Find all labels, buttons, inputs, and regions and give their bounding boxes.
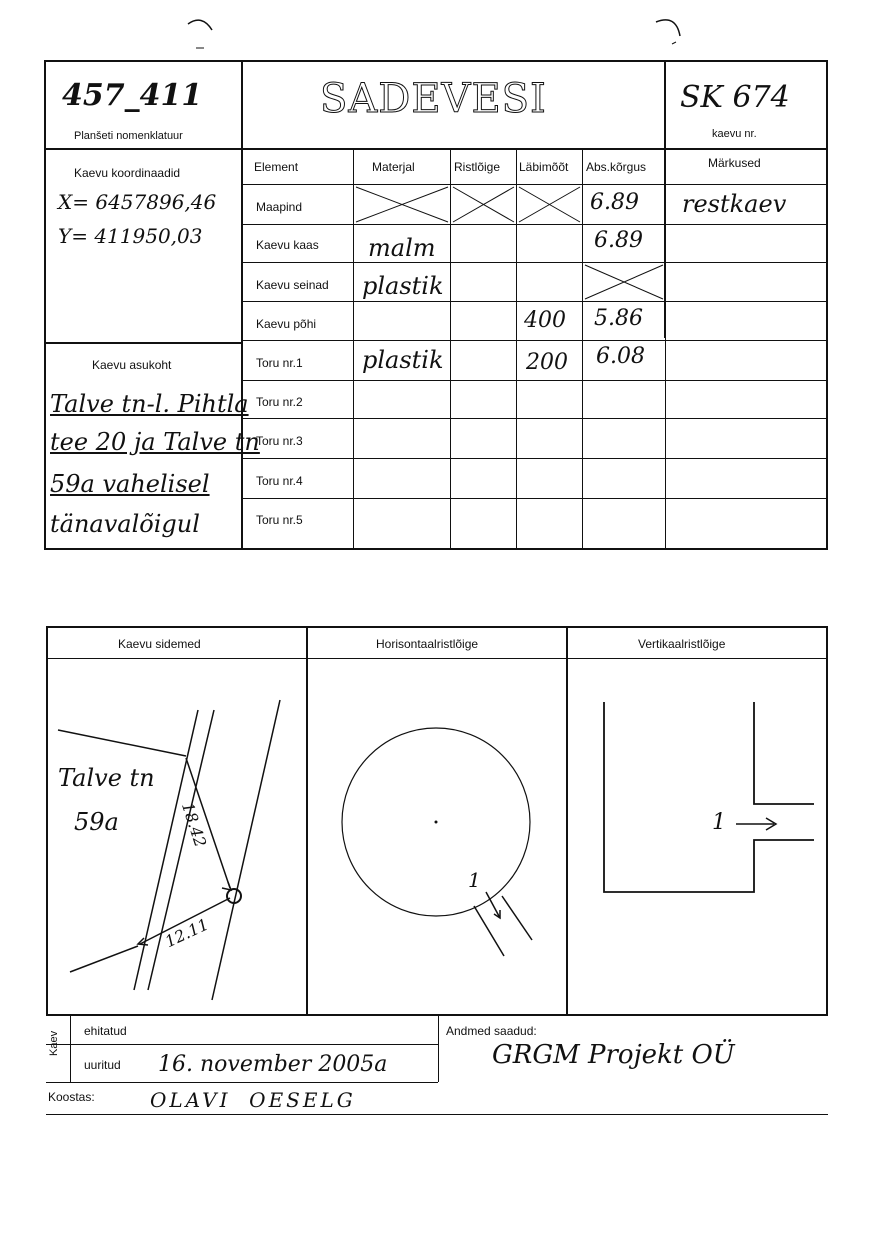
crossed-cell-maapind-diameter [517,185,582,224]
coordinates-label: Kaevu koordinaadid [74,166,181,180]
data-by-label: Andmed saadud: [446,1024,537,1038]
coordinate-x: X= 6457896,46 [58,190,217,214]
vertical-section-drawing [568,660,826,1014]
row-label-kaevu-seinad: Kaevu seinad [256,278,329,292]
col-header-cross-section: Ristlõige [454,160,501,174]
binder-hole-left [184,16,224,56]
plansheet-label: Planšeti nomenklatuur [74,130,183,142]
row-label-toru-5: Toru nr.5 [256,513,303,527]
cell-kaas-material: malm [368,234,436,262]
measured-label: uuritud [84,1058,121,1072]
well-number: SK 674 [680,80,790,115]
crossed-cell-maapind-cross-section [451,185,516,224]
crossed-cell-seinad-abs-height [583,263,665,301]
col-header-element: Element [254,160,299,174]
row-label-toru-4: Toru nr.4 [256,474,303,488]
row-label-maapind: Maapind [256,200,303,214]
horizontal-section-drawing [308,660,566,1014]
cell-toru1-diameter: 200 [526,350,568,375]
row-label-kaevu-kaas: Kaevu kaas [256,238,319,252]
location-line-3: 59a vahelisel [50,470,210,498]
cell-seinad-material: plastik [362,272,444,300]
measured-value: 16. november 2005a [158,1052,388,1077]
cell-kaas-abs-height: 6.89 [594,228,643,253]
well-number-label: kaevu nr. [712,128,757,140]
ties-distance-2: 12.11 [162,914,212,952]
cell-maapind-abs-height: 6.89 [590,190,639,215]
col-header-abs-height: Abs.kõrgus [586,160,647,174]
binder-hole-right [652,16,692,56]
plansheet-number: 457_411 [62,78,203,113]
horizontal-section-label: Horisontaalristlõige [376,637,479,651]
col-header-diameter: Läbimõõt [519,160,569,174]
side-label-kaev: Kaev [48,1030,60,1056]
location-line-1: Talve tn-l. Pihtla [50,390,249,418]
cell-maapind-notes: restkaev [682,190,787,218]
vertical-pipe-number: 1 [712,810,726,835]
location-line-4: tänavalõigul [50,510,200,538]
col-header-material: Materjal [372,160,415,174]
row-label-kaevu-pohi: Kaevu põhi [256,317,317,331]
coordinate-y: Y= 411950,03 [58,224,203,248]
cell-toru1-material: plastik [362,346,444,374]
horizontal-pipe-number: 1 [468,868,481,892]
ties-sketch [48,660,306,1014]
compiled-value: OLAVI OESELG [150,1088,356,1112]
location-label: Kaevu asukoht [92,358,172,372]
data-by-value: GRGM Projekt OÜ [492,1040,735,1070]
ties-distance-1: 18.42 [177,800,211,850]
cell-pohi-diameter: 400 [524,308,566,333]
ties-address-line-2: 59a [74,808,119,836]
row-label-toru-2: Toru nr.2 [256,395,303,409]
vertical-section-label: Vertikaalristlõige [638,637,726,651]
row-label-toru-3: Toru nr.3 [256,434,303,448]
row-label-toru-1: Toru nr.1 [256,356,303,370]
location-line-2: tee 20 ja Talve tn [50,428,260,456]
compiled-label: Koostas: [48,1090,95,1104]
cell-pohi-abs-height: 5.86 [594,306,643,331]
crossed-cell-maapind-material [354,185,450,224]
col-header-notes: Märkused [708,156,761,170]
ties-label: Kaevu sidemed [118,637,201,651]
built-label: ehitatud [84,1024,127,1038]
ties-address-line-1: Talve tn [58,764,155,792]
cell-toru1-abs-height: 6.08 [596,344,645,369]
document-title: SADEVESI [320,76,547,122]
